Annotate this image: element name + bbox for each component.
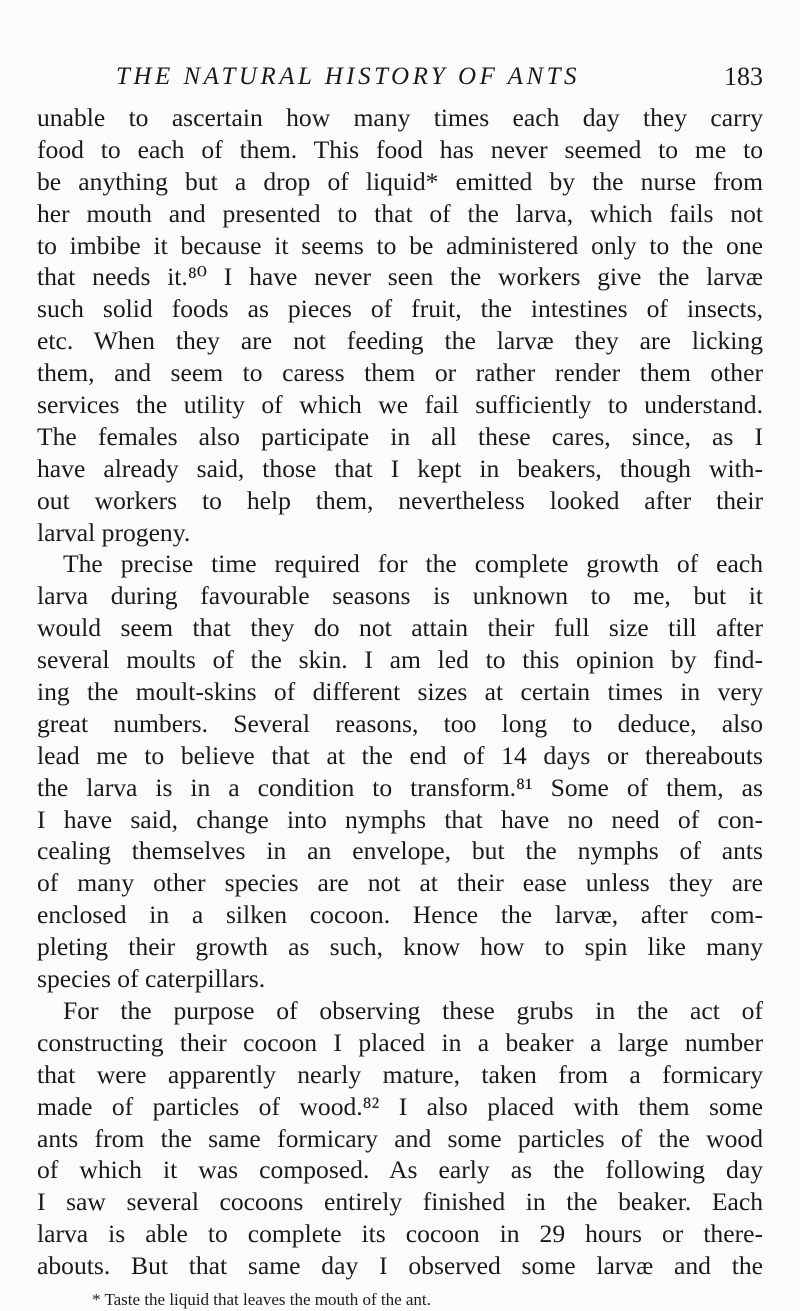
- text-line: several moults of the skin. I am led to this opinion by find-: [37, 645, 763, 675]
- text-line: made of particles of wood.⁸² I also placed with them some: [37, 1091, 763, 1121]
- text-line: ing the moult-skins of different sizes at certain times in very: [37, 677, 763, 707]
- page-number: 183: [724, 62, 763, 91]
- text-line: be anything but a drop of liquid* emitted by the nurse from: [37, 166, 763, 196]
- text-line: etc. When they are not feeding the larvæ they are licking: [37, 326, 763, 356]
- text-line: larva is able to complete its cocoon in 29 hours or there-: [37, 1219, 763, 1249]
- text-line: to imbibe it because it seems to be administered only to the one: [37, 230, 763, 260]
- text-line: The precise time required for the complete growth of each: [63, 549, 763, 579]
- text-line: I have said, change into nymphs that have no need of con-: [37, 804, 763, 834]
- text-line: constructing their cocoon I placed in a beaker a large number: [37, 1027, 763, 1057]
- text-line: abouts. But that same day I observed some larvæ and the: [37, 1251, 763, 1281]
- text-line: lead me to believe that at the end of 14 days or thereabouts: [37, 740, 763, 770]
- running-head: [37, 62, 763, 102]
- text-line: the larva is in a condition to transform.⁸¹ Some of them, as: [37, 772, 763, 802]
- text-line: unable to ascertain how many times each day they carry: [37, 103, 763, 132]
- text-line: species of caterpillars.: [37, 964, 266, 994]
- text-line: cealing themselves in an envelope, but the nymphs of ants: [37, 836, 763, 866]
- text-line: of many other species are not at their ease unless they are: [37, 868, 763, 898]
- text-line: would seem that they do not attain their full size till after: [37, 613, 763, 643]
- text-line: of which it was composed. As early as the following day: [37, 1155, 763, 1185]
- text-line: ants from the same formicary and some particles of the wood: [37, 1123, 763, 1153]
- text-line: her mouth and presented to that of the larva, which fails not: [37, 198, 763, 228]
- text-line: larval progeny.: [37, 517, 191, 547]
- book-page: [37, 62, 763, 1311]
- footnote: * Taste the liquid that leaves the mouth of the ant.: [92, 1289, 431, 1309]
- body-text: [37, 102, 763, 1282]
- text-line: larva during favourable seasons is unknown to me, but it: [37, 581, 763, 611]
- text-line: food to each of them. This food has never seemed to me to: [37, 134, 763, 164]
- text-line: great numbers. Several reasons, too long to deduce, also: [37, 708, 763, 738]
- text-line: enclosed in a silken cocoon. Hence the larvæ, after com-: [37, 900, 763, 930]
- text-line: that needs it.⁸⁰ I have never seen the workers give the larvæ: [37, 262, 763, 292]
- running-title: THE NATURAL HISTORY OF ANTS: [116, 63, 581, 90]
- text-line: For the purpose of observing these grubs in the act of: [63, 995, 763, 1025]
- text-line: The females also participate in all these cares, since, as I: [37, 421, 763, 451]
- text-line: out workers to help them, nevertheless looked after their: [37, 485, 763, 515]
- text-line: that were apparently nearly mature, taken from a formicary: [37, 1059, 763, 1089]
- text-line: have already said, those that I kept in beakers, though with-: [37, 453, 763, 483]
- text-line: services the utility of which we fail sufficiently to understand.: [37, 390, 763, 420]
- text-line: them, and seem to caress them or rather render them other: [37, 358, 763, 388]
- text-line: pleting their growth as such, know how to spin like many: [37, 932, 763, 962]
- text-line: I saw several cocoons entirely finished in the beaker. Each: [37, 1187, 763, 1217]
- text-line: such solid foods as pieces of fruit, the intestines of insects,: [37, 294, 763, 324]
